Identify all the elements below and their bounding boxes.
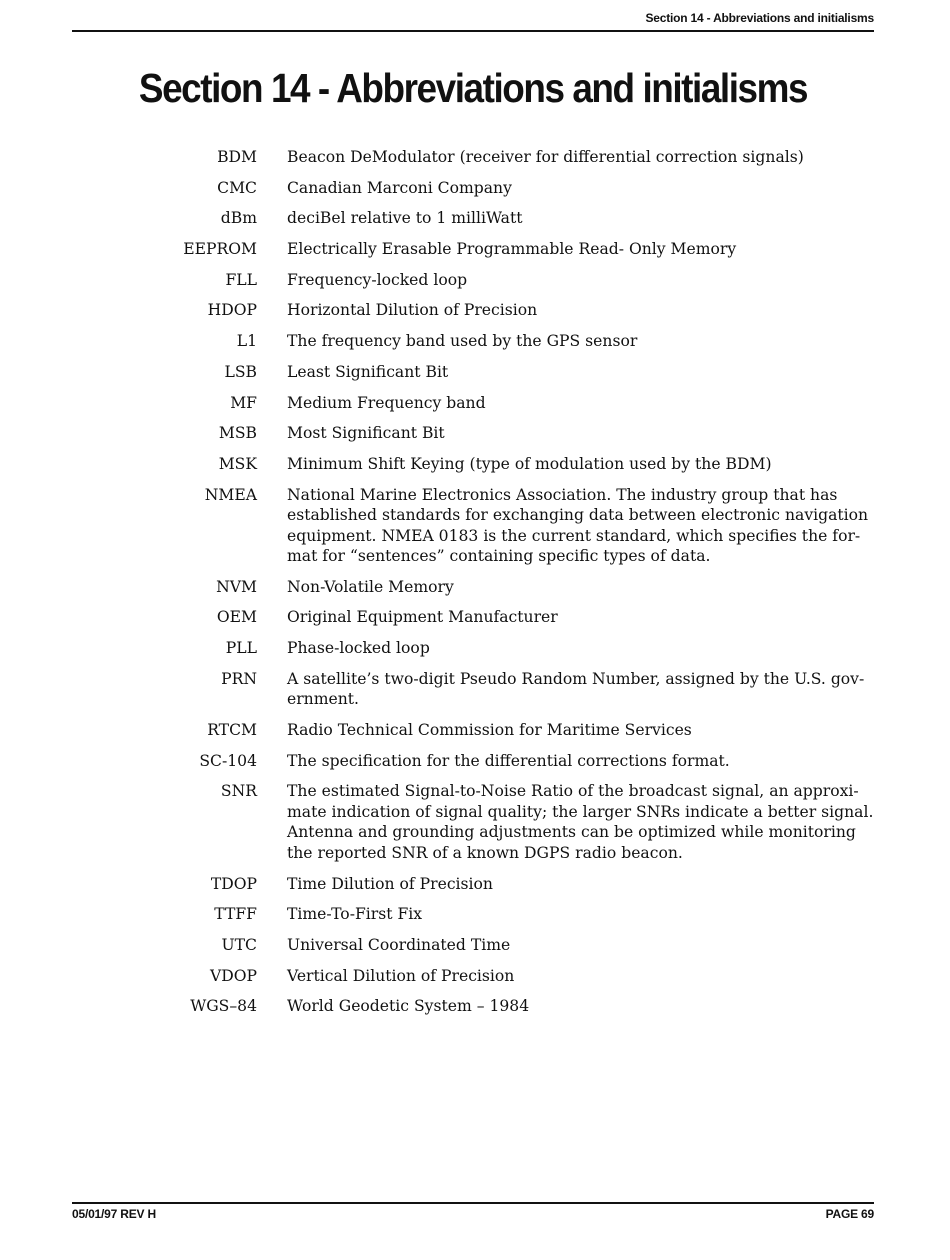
glossary-entry [100, 966, 880, 987]
glossary-term: VDOP [209, 966, 257, 985]
glossary-definition: The specification for the differential corrections format. [287, 751, 730, 770]
glossary-term: MSB [218, 424, 257, 443]
glossary-term: TDOP [210, 874, 257, 893]
glossary-entry [100, 904, 880, 925]
glossary-definition: Universal Coordinated Time [287, 935, 511, 954]
glossary-entry [100, 720, 880, 741]
glossary-definition: Time-To-First Fix [287, 905, 423, 924]
running-header-title: Section 14 - Abbreviations and initialisms [645, 11, 874, 25]
running-header [72, 10, 874, 32]
glossary-entry [100, 485, 880, 567]
glossary-term: EEPROM [183, 240, 257, 259]
glossary-entry [100, 669, 880, 710]
glossary-definition: Electrically Erasable Programmable Read- Only Memory [287, 240, 737, 259]
glossary-term: L1 [236, 332, 257, 351]
glossary-term: SC-104 [199, 751, 257, 770]
glossary-term: MF [230, 393, 257, 412]
glossary-entry [100, 935, 880, 956]
glossary-definition: Canadian Marconi Company [287, 178, 512, 197]
glossary-definition: Horizontal Dilution of Precision [287, 301, 538, 320]
glossary-list [100, 147, 880, 1027]
revision-label: 05/01/97 REV H [72, 1207, 156, 1221]
glossary-term: LSB [224, 362, 257, 381]
glossary-definition: Time Dilution of Precision [287, 874, 493, 893]
glossary-entry [100, 331, 880, 352]
glossary-definition: World Geodetic System – 1984 [287, 997, 530, 1016]
glossary-entry [100, 751, 880, 772]
glossary-term: dBm [220, 209, 257, 228]
glossary-entry [100, 239, 880, 260]
glossary-term: HDOP [207, 301, 257, 320]
glossary-entry [100, 362, 880, 383]
glossary-term: UTC [221, 935, 257, 954]
page-number: PAGE 69 [825, 1207, 874, 1221]
glossary-definition: Radio Technical Commission for Maritime Services [287, 721, 692, 739]
running-footer [72, 1202, 874, 1222]
glossary-definition: National Marine Electronics Association. The industry group that has established standards for exchanging data between electronic navigation equipment. NMEA 0183 is the current standard, which specifies the for-mat for “sentences” containing specific types of data. [287, 485, 869, 566]
glossary-definition: Medium Frequency band [287, 393, 486, 412]
glossary-entry [100, 178, 880, 199]
glossary-definition: deciBel relative to 1 milliWatt [287, 209, 523, 228]
glossary-definition: Least Significant Bit [287, 362, 449, 381]
glossary-entry [100, 454, 880, 475]
glossary-term: WGS–84 [190, 997, 257, 1016]
glossary-definition: Frequency-locked loop [287, 270, 468, 289]
glossary-entry [100, 638, 880, 659]
glossary-entry [100, 781, 880, 863]
glossary-definition: Minimum Shift Keying (type of modulation used by the BDM) [287, 454, 772, 473]
glossary-entry [100, 607, 880, 628]
glossary-entry [100, 874, 880, 895]
glossary-definition: Phase-locked loop [287, 639, 430, 658]
glossary-entry [100, 270, 880, 291]
glossary-entry [100, 423, 880, 444]
glossary-definition: Non-Volatile Memory [287, 577, 454, 596]
glossary-term: NVM [216, 577, 257, 596]
glossary-definition: The estimated Signal-to-Noise Ratio of the broadcast signal, an approxi-mate indication of signal quality; the larger SNRs indicate a better signal. Antenna and grounding adjustments can be optimized while monitoring the reported SNR of a known DGPS radio beacon. [287, 782, 874, 862]
glossary-definition: Vertical Dilution of Precision [287, 966, 515, 985]
glossary-term: RTCM [207, 721, 257, 739]
glossary-entry [100, 208, 880, 229]
glossary-definition: Most Significant Bit [287, 424, 445, 443]
glossary-term: NMEA [204, 485, 257, 504]
glossary-entry [100, 147, 880, 168]
glossary-term: PLL [225, 639, 257, 658]
glossary-entry [100, 577, 880, 598]
glossary-term: OEM [216, 608, 257, 627]
glossary-term: BDM [217, 148, 257, 166]
glossary-term: FLL [225, 270, 257, 289]
glossary-term: CMC [217, 178, 257, 197]
glossary-term: PRN [221, 669, 257, 688]
glossary-entry [100, 300, 880, 321]
glossary-definition: Beacon DeModulator (receiver for differential correction signals) [287, 148, 804, 166]
glossary-term: SNR [220, 782, 257, 801]
glossary-term: TTFF [214, 905, 257, 924]
glossary-definition: The frequency band used by the GPS sensor [287, 332, 638, 351]
glossary-entry [100, 393, 880, 414]
glossary-entry [100, 996, 880, 1017]
glossary-definition: A satellite’s two-digit Pseudo Random Number, assigned by the U.S. gov-ernment. [287, 669, 865, 709]
glossary-term: MSK [218, 454, 257, 473]
page-title: Section 14 - Abbreviations and initialisms [138, 65, 808, 111]
glossary-definition: Original Equipment Manufacturer [287, 608, 558, 627]
